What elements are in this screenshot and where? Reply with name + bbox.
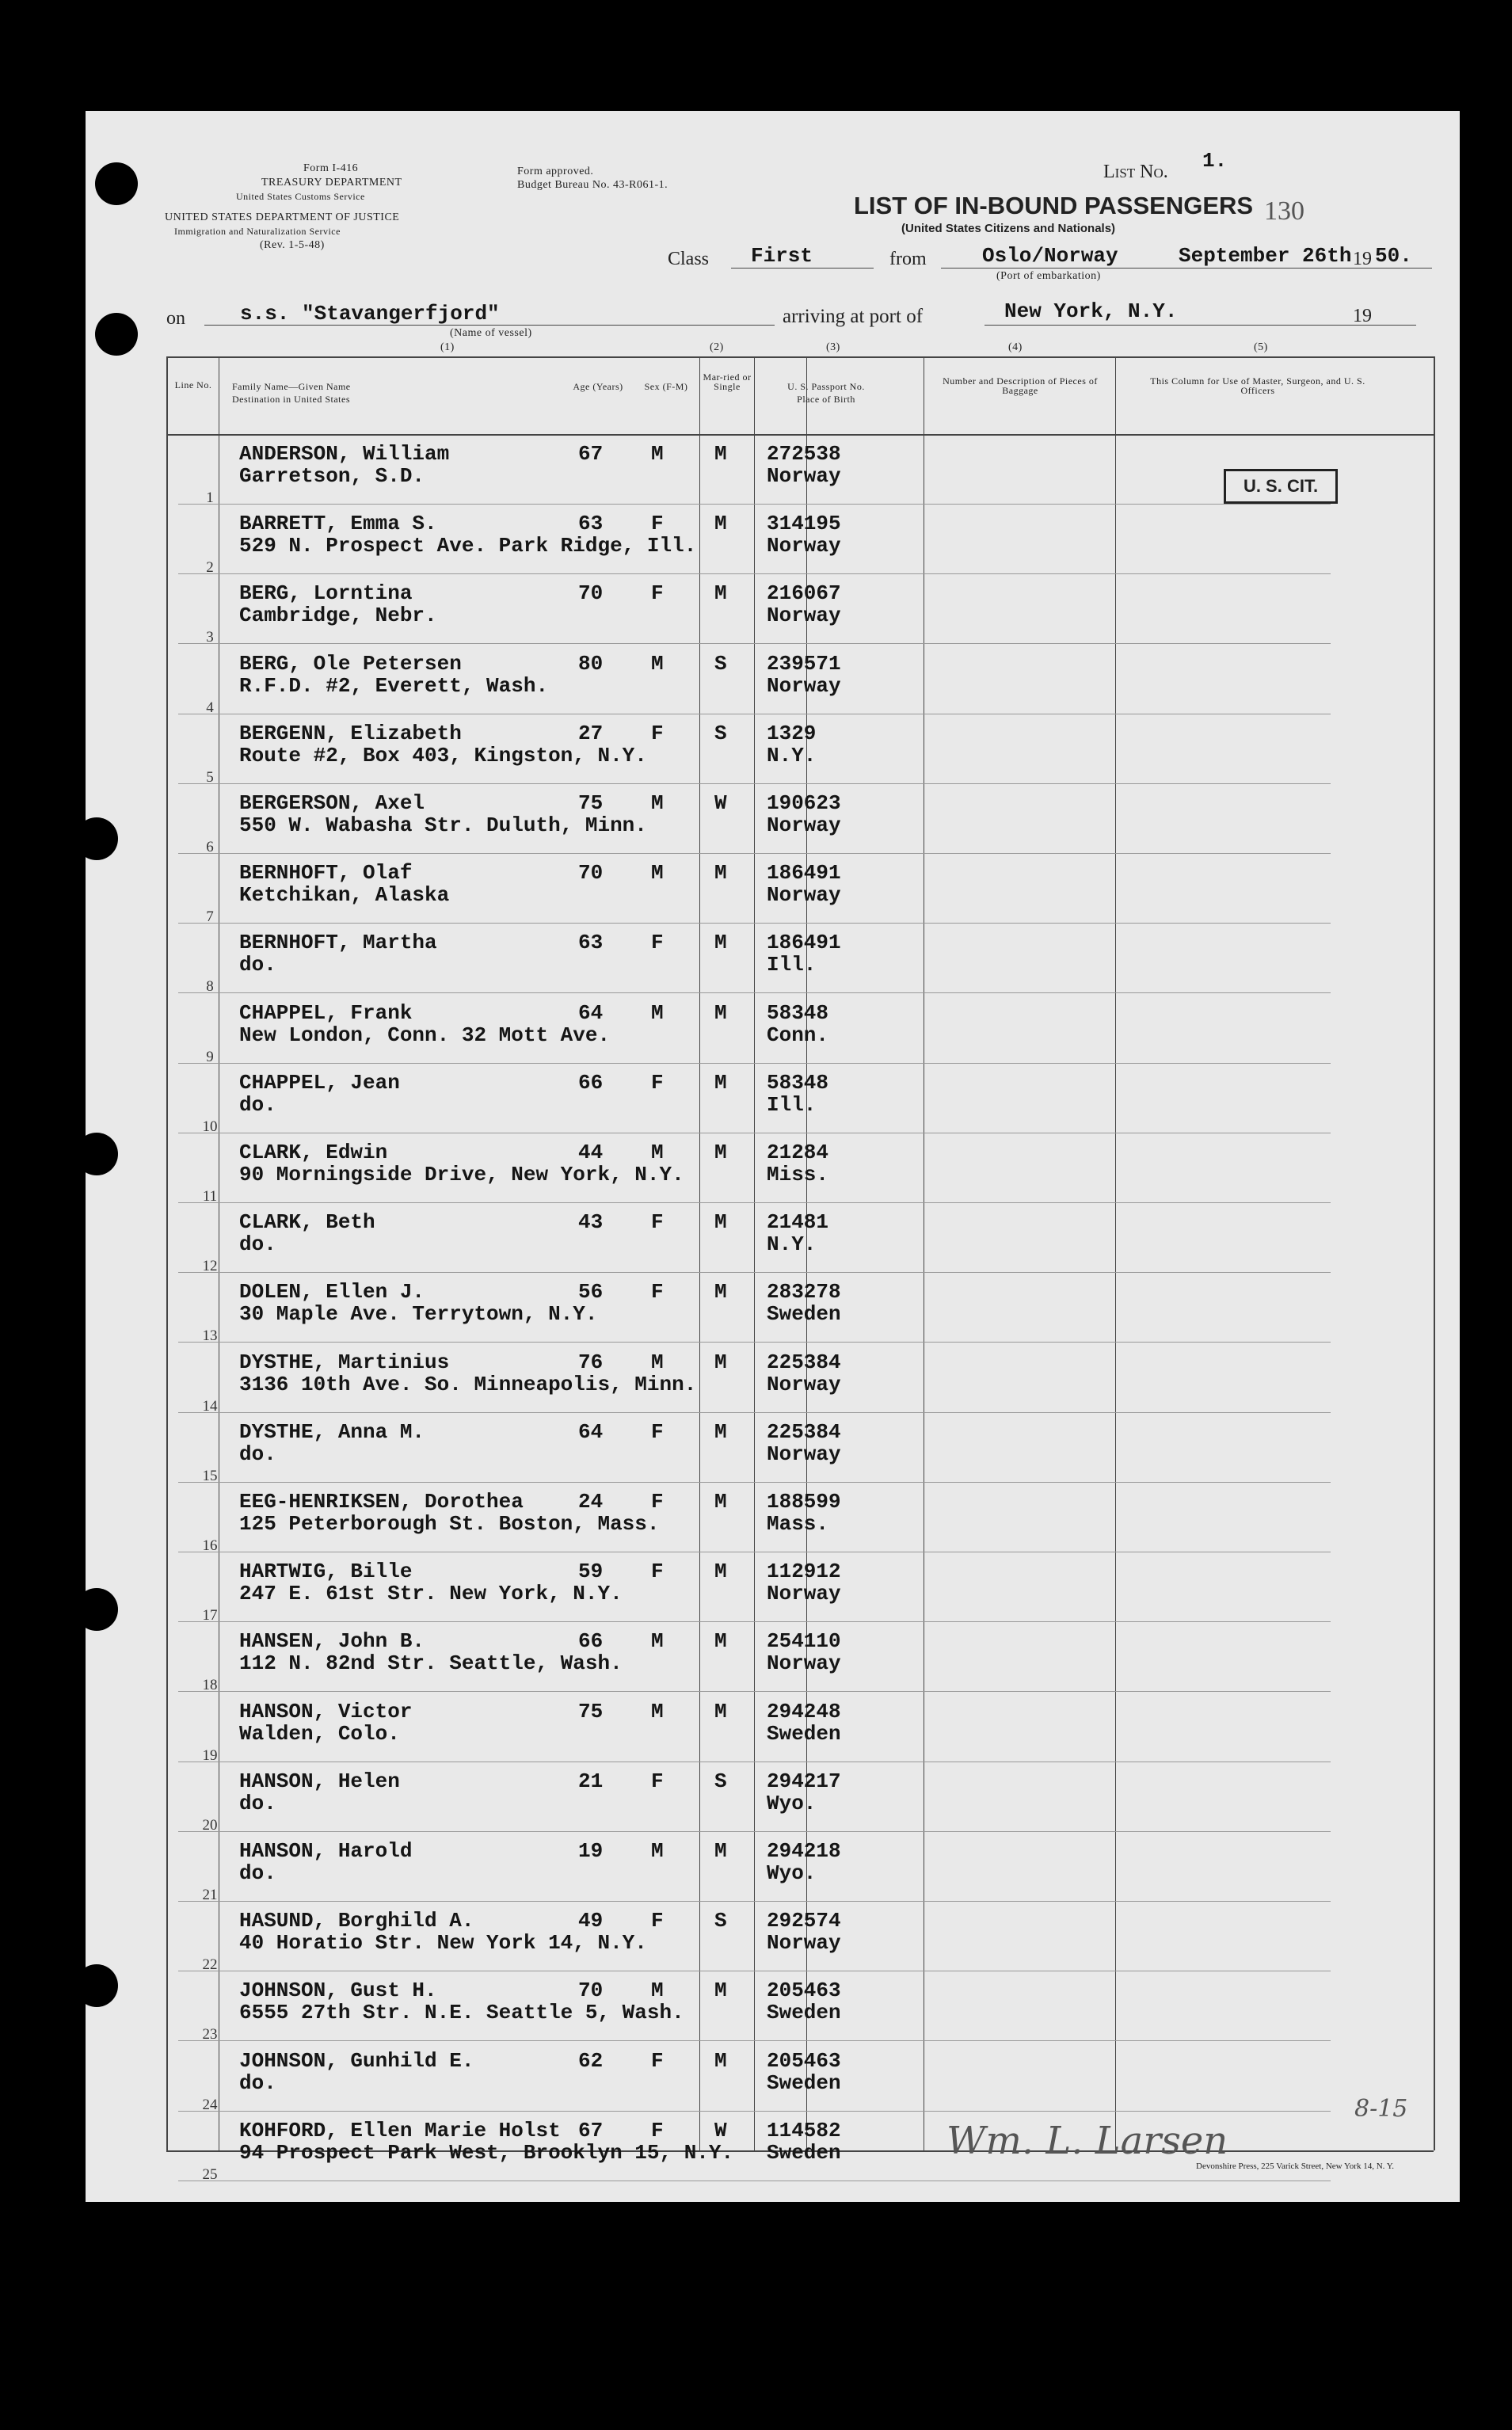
passport-number: 1329 [767,721,817,745]
destination: R.F.D. #2, Everett, Wash. [239,673,549,698]
row-divider [178,1831,1331,1832]
sex: F [651,1280,664,1305]
row-divider [178,783,1331,784]
passport-number: 272538 [767,442,841,466]
line-number: 24 [202,2096,218,2113]
passport-number: 188599 [767,1490,841,1514]
line-number: 5 [206,768,214,786]
passport-number: 314195 [767,512,841,536]
col-header-birthplace: Place of Birth [797,394,855,405]
budget-bureau: Budget Bureau No. 43-R061-1. [517,179,668,191]
age: 21 [578,1769,604,1793]
row-divider [178,923,1331,924]
col-num-4: (4) [1008,341,1023,353]
line-number: 17 [202,1607,218,1624]
marital-status: W [714,791,727,815]
class-value: First [751,244,813,268]
passport-number: 112912 [767,1560,841,1584]
sex: M [651,1839,664,1863]
passenger-name: BERG, Lorntina [239,581,413,606]
destination: 40 Horatio Str. New York 14, N.Y. [239,1931,647,1956]
birthplace: Sweden [767,2140,841,2165]
passenger-name: CLARK, Beth [239,1210,375,1235]
sex: F [651,581,664,606]
passport-number: 205463 [767,2048,841,2073]
line-number: 15 [202,1467,218,1484]
destination: 30 Maple Ave. Terrytown, N.Y. [239,1302,598,1327]
marital-status: M [714,1979,727,2003]
col-header-line: Line No. [174,379,212,390]
passenger-name: BERNHOFT, Olaf [239,861,413,886]
line-number: 9 [206,1048,214,1065]
col-header-officers: This Column for Use of Master, Surgeon, and U. S. Officers [1150,375,1365,396]
age: 64 [578,1419,604,1444]
passenger-name: HANSON, Helen [239,1769,400,1793]
destination: do. [239,1092,276,1117]
line-number: 25 [202,2165,218,2183]
birthplace: Norway [767,813,841,837]
destination: Ketchikan, Alaska [239,883,450,908]
marital-status: M [714,581,727,606]
destination: do. [239,1232,276,1257]
sex: M [651,1000,664,1025]
age: 70 [578,1979,604,2003]
sex: F [651,2048,664,2073]
col-header-baggage: Number and Description of Pieces of Baggage [943,375,1098,396]
vessel-caption: (Name of vessel) [450,327,532,339]
passenger-name: HANSON, Victor [239,1699,413,1723]
age: 66 [578,1629,604,1654]
row-divider [178,1691,1331,1692]
line-number: 6 [206,839,214,855]
passenger-name: JOHNSON, Gust H. [239,1979,437,2003]
age: 80 [578,651,604,676]
from-label: from [889,249,927,269]
col-header-name: Family Name—Given Name [232,381,351,392]
arrival-year-prefix: 19 [1353,306,1372,326]
age: 43 [578,1210,604,1235]
line-number: 19 [202,1746,218,1764]
row-divider [178,573,1331,574]
line-number: 18 [202,1677,218,1694]
passport-number: 186491 [767,861,841,886]
birthplace: Conn. [767,1023,829,1047]
birthplace: Ill. [767,1092,817,1117]
col-num-1: (1) [440,341,455,353]
list-number-label: List No. [1103,162,1168,182]
passport-number: 225384 [767,1419,841,1444]
sex: M [651,1979,664,2003]
form-subtitle: (United States Citizens and Nationals) [901,222,1116,235]
birthplace: Norway [767,1372,841,1396]
age: 67 [578,442,604,466]
age: 75 [578,791,604,815]
destination: Route #2, Box 403, Kingston, N.Y. [239,743,647,767]
passport-number: 114582 [767,2118,841,2142]
marital-status: M [714,1560,727,1584]
birthplace: Sweden [767,2001,841,2025]
marital-status: W [714,2118,727,2142]
passenger-name: HASUND, Borghild A. [239,1909,474,1933]
birthplace: Norway [767,1442,841,1466]
passport-number: 205463 [767,1979,841,2003]
marital-status: S [714,1769,727,1793]
birthplace: Norway [767,464,841,488]
line-number: 14 [202,1397,218,1415]
inspector-signature: Wm. L. Larsen [946,2119,1228,2163]
birthplace: Mass. [767,1512,829,1536]
punch-hole [95,313,138,356]
birthplace: Ill. [767,953,817,977]
marital-status: M [714,1419,727,1444]
passport-number: 58348 [767,1070,829,1095]
passenger-name: CLARK, Edwin [239,1141,388,1164]
birthplace: N.Y. [767,1232,817,1257]
passenger-name: BERGERSON, Axel [239,791,425,815]
marital-status: M [714,1350,727,1374]
form-title: LIST OF IN-BOUND PASSENGERS [854,192,1254,219]
marital-status: M [714,861,727,886]
passenger-name: JOHNSON, Gunhild E. [239,2048,474,2073]
destination: 94 Prospect Park West, Brooklyn 15, N.Y. [239,2140,734,2165]
marital-status: M [714,1000,727,1025]
birthplace: Norway [767,1931,841,1956]
embarkation-caption: (Port of embarkation) [996,270,1101,282]
year-prefix: 19 [1353,249,1372,269]
passport-number: 190623 [767,791,841,815]
passenger-name: BARRETT, Emma S. [239,512,437,536]
col-header-married: Mar-ried or Single [703,371,752,392]
marital-status: M [714,1699,727,1723]
punch-hole [75,1964,118,2007]
passport-number: 58348 [767,1000,829,1025]
ins-service: Immigration and Naturalization Service [174,226,341,237]
age: 44 [578,1141,604,1164]
destination: Garretson, S.D. [239,464,425,488]
birthplace: Sweden [767,2070,841,2095]
sex: F [651,1560,664,1584]
sex: F [651,1210,664,1235]
passport-number: 294248 [767,1699,841,1723]
customs-service: United States Customs Service [236,191,365,202]
birthplace: Norway [767,1651,841,1676]
marital-status: M [714,2048,727,2073]
printer-imprint: Devonshire Press, 225 Varick Street, New York 14, N. Y. [1196,2161,1395,2171]
line-number: 23 [202,2026,218,2043]
row-divider [178,504,1331,505]
marital-status: S [714,1909,727,1933]
passport-number: 292574 [767,1909,841,1933]
age: 70 [578,581,604,606]
vessel-name: s.s. "Stavangerfjord" [240,302,500,326]
destination: 90 Morningside Drive, New York, N.Y. [239,1163,684,1186]
punch-hole [95,162,138,205]
sex: M [651,791,664,815]
destination: Cambridge, Nebr. [239,604,437,628]
destination: 112 N. 82nd Str. Seattle, Wash. [239,1651,623,1676]
line-number: 2 [206,559,214,577]
sex: F [651,1419,664,1444]
treasury-dept: TREASURY DEPARTMENT [261,177,402,189]
passport-number: 283278 [767,1280,841,1305]
justice-dept: UNITED STATES DEPARTMENT OF JUSTICE [165,211,400,223]
line-number: 7 [206,908,214,926]
age: 75 [578,1699,604,1723]
birthplace: Miss. [767,1163,829,1186]
line-number: 22 [202,1956,218,1974]
us-citizen-stamp: U. S. CIT. [1224,469,1338,504]
marital-status: M [714,1210,727,1235]
marital-status: M [714,1070,727,1095]
age: 24 [578,1490,604,1514]
passenger-name: HANSEN, John B. [239,1629,425,1654]
arriving-label: arriving at port of [783,306,924,327]
sex: M [651,442,664,466]
destination: 125 Peterborough St. Boston, Mass. [239,1512,660,1536]
sex: F [651,1769,664,1793]
destination: do. [239,1442,276,1466]
col-header-age: Age (Years) [573,381,623,392]
row-divider [178,1901,1331,1902]
arrival-port: New York, N.Y. [1004,299,1178,323]
sex: M [651,1141,664,1164]
passport-number: 225384 [767,1350,841,1374]
age: 67 [578,2118,604,2142]
destination: 3136 10th Ave. So. Minneapolis, Minn. [239,1372,697,1396]
marital-status: S [714,651,727,676]
destination: 529 N. Prospect Ave. Park Ridge, Ill. [239,534,697,558]
list-number: 1. [1202,149,1228,173]
passport-number: 294218 [767,1839,841,1863]
destination: 6555 27th Str. N.E. Seattle 5, Wash. [239,2001,684,2025]
col-num-3: (3) [826,341,840,353]
marital-status: M [714,512,727,536]
passenger-name: KOHFORD, Ellen Marie Holst [239,2118,561,2142]
birthplace: Sweden [767,1302,841,1327]
passenger-name: CHAPPEL, Jean [239,1070,400,1095]
destination: New London, Conn. 32 Mott Ave. [239,1023,611,1047]
sex: F [651,721,664,745]
birthplace: Wyo. [767,1791,817,1815]
passenger-name: EEG-HENRIKSEN, Dorothea [239,1490,524,1514]
sex: M [651,1629,664,1654]
passenger-name: DOLEN, Ellen J. [239,1280,425,1305]
marital-status: M [714,1839,727,1863]
line-number: 12 [202,1258,218,1275]
sex: F [651,1909,664,1933]
on-label: on [166,308,185,329]
sex: F [651,2118,664,2142]
sex: F [651,1490,664,1514]
line-number: 3 [206,629,214,646]
destination: Walden, Colo. [239,1721,400,1746]
passport-number: 239571 [767,651,841,676]
passenger-name: BERGENN, Elizabeth [239,721,462,745]
row-divider [178,1272,1331,1273]
row-divider [178,2040,1331,2041]
marital-status: M [714,1280,727,1305]
class-label: Class [668,249,710,269]
col-header-passport: U. S. Passport No. [787,381,865,392]
passport-number: 21284 [767,1141,829,1164]
age: 56 [578,1280,604,1305]
birthplace: Sweden [767,1721,841,1746]
row-divider [178,1342,1331,1343]
port-of-embarkation: Oslo/Norway [982,244,1118,268]
line-number: 1 [206,489,214,506]
line-number: 4 [206,699,214,716]
passport-number: 216067 [767,581,841,606]
passport-number: 294217 [767,1769,841,1793]
passenger-name: ANDERSON, William [239,442,450,466]
birthplace: Norway [767,604,841,628]
destination: 550 W. Wabasha Str. Duluth, Minn. [239,813,647,837]
row-divider [178,2111,1331,2112]
marital-status: M [714,442,727,466]
row-divider [178,992,1331,993]
passport-number: 254110 [767,1629,841,1654]
row-divider [178,643,1331,644]
marital-status: M [714,1629,727,1654]
age: 27 [578,721,604,745]
passenger-name: HARTWIG, Bille [239,1560,413,1584]
row-divider [178,1412,1331,1413]
line-number: 20 [202,1816,218,1834]
sex: M [651,1699,664,1723]
line-number: 21 [202,1887,218,1903]
destination: do. [239,1791,276,1815]
passenger-name: BERG, Ole Petersen [239,651,462,676]
form-revision: (Rev. 1-5-48) [260,239,325,251]
birthplace: N.Y. [767,743,817,767]
departure-date: September 26th [1179,244,1352,268]
form-number: Form I-416 [303,162,359,174]
initials-mark: 8-15 [1354,2095,1408,2123]
sex: M [651,651,664,676]
row-divider [178,1482,1331,1483]
marital-status: S [714,721,727,745]
age: 70 [578,861,604,886]
sex: F [651,512,664,536]
passenger-name: DYSTHE, Anna M. [239,1419,425,1444]
line-number: 16 [202,1537,218,1554]
sex: M [651,1350,664,1374]
col-header-sex: Sex (F-M) [644,381,688,392]
marital-status: M [714,1490,727,1514]
row-divider [178,1202,1331,1203]
page-stamp: 130 [1264,196,1304,226]
age: 62 [578,2048,604,2073]
passenger-name: CHAPPEL, Frank [239,1000,413,1025]
punch-hole [75,1133,118,1175]
birthplace: Norway [767,534,841,558]
line-number: 10 [202,1118,218,1135]
birthplace: Norway [767,673,841,698]
row-divider [178,1063,1331,1064]
line-number: 8 [206,978,214,996]
passenger-name: DYSTHE, Martinius [239,1350,450,1374]
form-approved: Form approved. [517,166,594,177]
age: 64 [578,1000,604,1025]
birthplace: Wyo. [767,1861,817,1885]
birthplace: Norway [767,1582,841,1606]
marital-status: M [714,931,727,955]
age: 76 [578,1350,604,1374]
sex: M [651,861,664,886]
row-divider [178,1621,1331,1622]
line-number: 13 [202,1327,218,1345]
sex: F [651,931,664,955]
age: 66 [578,1070,604,1095]
age: 49 [578,1909,604,1933]
age: 63 [578,512,604,536]
passport-number: 21481 [767,1210,829,1235]
year-value: 50. [1375,244,1412,268]
destination: do. [239,2070,276,2095]
age: 63 [578,931,604,955]
sex: F [651,1070,664,1095]
birthplace: Norway [767,883,841,908]
passenger-name: BERNHOFT, Martha [239,931,437,955]
passport-number: 186491 [767,931,841,955]
passenger-name: HANSON, Harold [239,1839,413,1863]
age: 19 [578,1839,604,1863]
punch-hole [75,817,118,860]
col-num-5: (5) [1254,341,1268,353]
age: 59 [578,1560,604,1584]
destination: do. [239,953,276,977]
punch-hole [75,1588,118,1631]
marital-status: M [714,1141,727,1164]
col-header-destination: Destination in United States [232,394,350,405]
line-number: 11 [202,1188,218,1205]
row-divider [178,853,1331,854]
destination: 247 E. 61st Str. New York, N.Y. [239,1582,623,1606]
destination: do. [239,1861,276,1885]
col-num-2: (2) [710,341,724,353]
